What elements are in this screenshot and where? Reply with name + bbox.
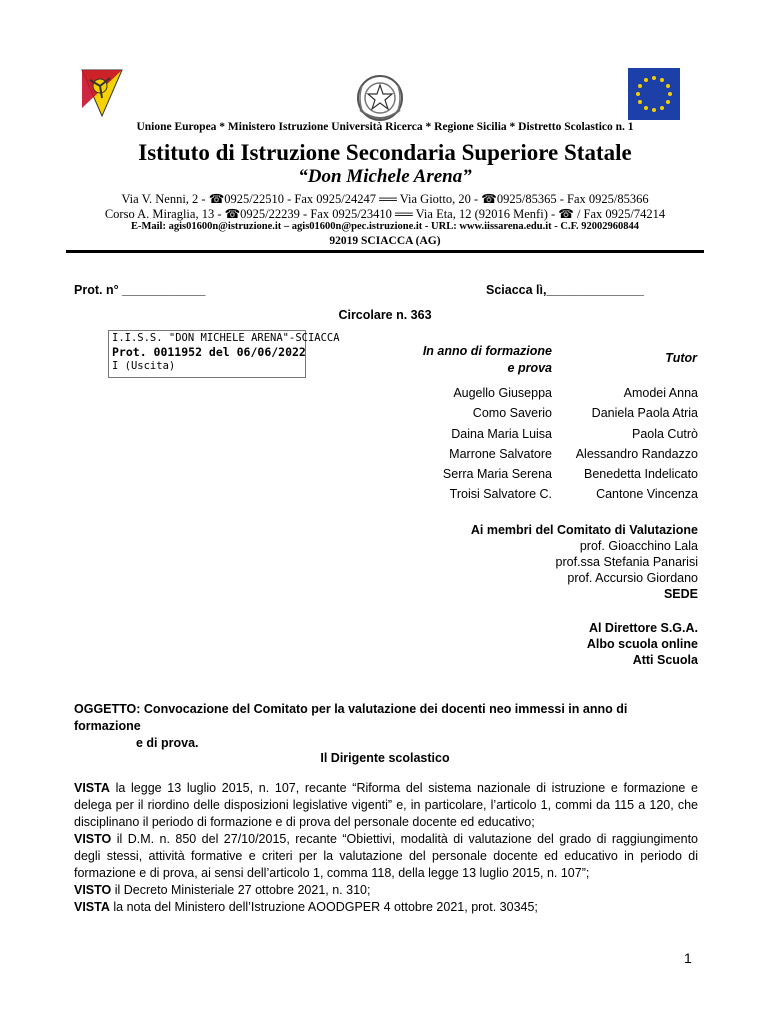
recipient-atti: Atti Scuola — [632, 653, 698, 667]
circular-number: Circolare n. 363 — [338, 308, 432, 322]
italian-republic-emblem — [352, 70, 408, 128]
column-header-tutor: Tutor — [665, 351, 697, 365]
body-text: la legge 13 luglio 2015, n. 107, recante “Riforma del sistema nazionale di istruzione e formazione e delega per il riordino delle disposizioni legislative vigenti” e, in particolare, l’articolo 1, commi da 115 a 120, che disciplinano il periodo di formazione e di prova del personale docente ed educativo; — [74, 781, 698, 829]
body-paragraph — [74, 899, 698, 916]
docente-name: Augello Giuseppa — [453, 386, 552, 400]
recipient-dsga: Al Direttore S.G.A. — [588, 621, 698, 635]
page-number: 1 — [684, 950, 692, 966]
stamp-line-2: Prot. 0011952 del 06/06/2022 — [112, 345, 306, 359]
tutor-name: Amodei Anna — [623, 386, 698, 400]
subject-block — [74, 701, 694, 752]
docente-name: Serra Maria Serena — [442, 467, 552, 481]
docente-name: Como Saverio — [472, 406, 552, 420]
sede-label: SEDE — [663, 587, 698, 601]
school-subname: “Don Michele Arena” — [298, 166, 472, 187]
address-line-1: Via V. Nenni, 2 - ☎0925/22510 - Fax 0925/24247 ══ Via Giotto, 20 - ☎0925/85365 - Fax 0925/85366 — [121, 192, 649, 206]
committee-title: Ai membri del Comitato di Valutazione — [470, 523, 698, 537]
body-keyword: VISTA — [74, 900, 110, 914]
docente-name: Marrone Salvatore — [449, 447, 552, 461]
body-paragraph — [74, 780, 698, 831]
subject-line-1: OGGETTO: Convocazione del Comitato per la valutazione dei docenti neo immessi in anno di formazione — [74, 702, 628, 733]
tutor-name: Benedetta Indelicato — [584, 467, 698, 481]
sicily-region-logo — [80, 68, 124, 118]
tutor-name: Cantone Vincenza — [596, 487, 698, 501]
body-paragraph — [74, 831, 698, 882]
protocol-number: Prot. n° ____________ — [74, 283, 206, 297]
column-header-docenti-line1: In anno di formazione — [422, 344, 552, 358]
body-text: la nota del Ministero dell’Istruzione AOODGPER 4 ottobre 2021, prot. 30345; — [109, 900, 538, 914]
contact-line: E-Mail: agis01600n@istruzione.it – agis01600n@pec.istruzione.it - URL: www.iissarena.edu.it - C.F. 92002960844 — [130, 221, 640, 232]
institutional-header-line: Unione Europea * Ministero Istruzione Università Ricerca * Regione Sicilia * Distretto Scolastico n. 1 — [136, 121, 634, 133]
body-keyword: VISTA — [74, 781, 110, 795]
city-line: 92019 SCIACCA (AG) — [329, 235, 441, 247]
european-union-flag — [628, 68, 680, 120]
document-body — [74, 780, 698, 916]
stamp-line-1: I.I.S.S. "DON MICHELE ARENA"-SCIACCA — [112, 332, 340, 344]
committee-recipients — [298, 522, 698, 602]
body-keyword: VISTO — [74, 832, 112, 846]
tutor-name: Paola Cutrò — [631, 427, 698, 441]
docente-name: Troisi Salvatore C. — [449, 487, 552, 501]
docente-name: Daina Maria Luisa — [451, 427, 552, 441]
dirigente-heading: Il Dirigente scolastico — [320, 751, 450, 765]
body-text: il D.M. n. 850 del 27/10/2015, recante “Obiettivi, modalità di valutazione del grado di raggiungimento degli stessi, attività formative e criteri per la valutazione del personale docente ed educativo in periodo di formazione e di prova, ai sensi dell’articolo 1, comma 118, della legge 13 luglio 2015, n. 107”; — [74, 832, 698, 880]
place-date: Sciacca lì,______________ — [486, 283, 644, 297]
column-header-docenti-line2: e prova — [507, 361, 552, 375]
committee-member: prof.ssa Stefania Panarisi — [555, 555, 698, 569]
body-text: il Decreto Ministeriale 27 ottobre 2021, n. 310; — [111, 883, 371, 897]
stamp-line-3: I (Uscita) — [112, 360, 176, 372]
recipient-albo: Albo scuola online — [586, 637, 698, 651]
tutor-name: Alessandro Randazzo — [575, 447, 698, 461]
body-paragraph — [74, 882, 698, 899]
committee-member: prof. Accursio Giordano — [567, 571, 698, 585]
committee-member: prof. Gioacchino Lala — [579, 539, 698, 553]
protocol-stamp — [108, 330, 340, 378]
column-header-docenti — [412, 343, 552, 377]
school-name: Istituto di Istruzione Secondaria Superiore Statale — [138, 140, 632, 165]
tutor-name: Daniela Paola Atria — [591, 406, 698, 420]
body-keyword: VISTO — [74, 883, 112, 897]
subject-line-2: e di prova. — [136, 736, 199, 750]
header-divider — [66, 250, 704, 253]
address-line-2: Corso A. Miraglia, 13 - ☎0925/22239 - Fax 0925/23410 ══ Via Eta, 12 (92016 Menfi) - ☎ / Fax 0925/74214 — [104, 207, 666, 221]
other-recipients — [298, 620, 698, 668]
